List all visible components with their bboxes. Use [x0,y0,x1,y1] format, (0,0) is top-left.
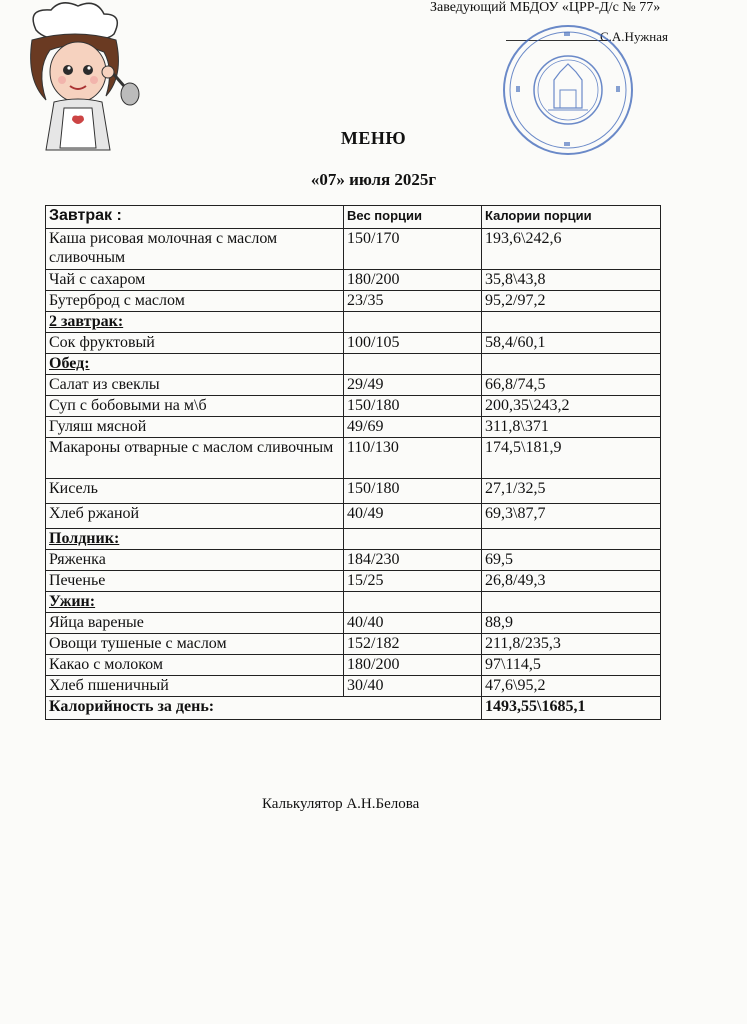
table-row [46,229,661,270]
portion-weight: 40/40 [344,613,482,634]
dish-name: Макароны отварные с маслом сливочным [46,438,344,479]
portion-weight: 49/69 [344,417,482,438]
table-row [46,676,661,697]
dish-name: Ряженка [46,550,344,571]
total-row [46,697,661,720]
portion-calories: 27,1/32,5 [482,479,661,504]
column-header-meal: Завтрак : [46,206,344,229]
portion-calories: 26,8/49,3 [482,571,661,592]
table-row [46,634,661,655]
portion-calories: 88,9 [482,613,661,634]
approver-name: С.А.Нужная [600,29,668,44]
portion-weight: 150/180 [344,396,482,417]
portion-weight: 110/130 [344,438,482,479]
table-row [46,375,661,396]
section-label-text: Ужин: [49,593,96,610]
empty-cell [344,354,482,375]
section-label [46,529,344,550]
column-header-calories: Калории порции [482,206,661,229]
total-calories: 1493,55\1685,1 [482,697,661,720]
dish-name: Какао с молоком [46,655,344,676]
section-label [46,312,344,333]
dish-name: Чай с сахаром [46,270,344,291]
table-row [46,270,661,291]
dish-name: Яйца вареные [46,613,344,634]
table-row [46,291,661,312]
dish-name: Бутерброд с маслом [46,291,344,312]
portion-weight: 150/170 [344,229,482,270]
portion-calories: 200,35\243,2 [482,396,661,417]
empty-cell [482,312,661,333]
section-label-text: 2 завтрак: [49,313,124,330]
portion-weight: 150/180 [344,479,482,504]
dish-name: Хлеб пшеничный [46,676,344,697]
portion-weight: 184/230 [344,550,482,571]
portion-weight: 15/25 [344,571,482,592]
page-title: МЕНЮ [340,128,407,148]
portion-calories: 58,4/60,1 [482,333,661,354]
portion-weight: 23/35 [344,291,482,312]
table-row [46,479,661,504]
empty-cell [344,312,482,333]
section-row [46,312,661,333]
portion-weight: 180/200 [344,270,482,291]
table-row [46,655,661,676]
table-header-row [46,206,661,229]
section-row [46,354,661,375]
table-row [46,550,661,571]
portion-calories: 311,8\371 [482,417,661,438]
table-row [46,613,661,634]
portion-weight: 30/40 [344,676,482,697]
empty-cell [482,592,661,613]
section-label [46,592,344,613]
section-row [46,529,661,550]
table-row [46,396,661,417]
portion-calories: 211,8/235,3 [482,634,661,655]
portion-weight: 29/49 [344,375,482,396]
portion-weight: 100/105 [344,333,482,354]
menu-table [45,205,661,720]
portion-calories: 69,5 [482,550,661,571]
portion-calories: 69,3\87,7 [482,504,661,529]
empty-cell [482,354,661,375]
section-label-text: Полдник: [49,530,120,547]
portion-weight: 180/200 [344,655,482,676]
table-row [46,438,661,479]
dish-name: Каша рисовая молочная с маслом сливочным [46,229,344,270]
portion-weight: 40/49 [344,504,482,529]
dish-name: Салат из свеклы [46,375,344,396]
portion-calories: 174,5\181,9 [482,438,661,479]
dish-name: Гуляш мясной [46,417,344,438]
column-header-weight: Вес порции [344,206,482,229]
portion-calories: 95,2/97,2 [482,291,661,312]
dish-name: Печенье [46,571,344,592]
menu-date: «07» июля 2025г [310,170,437,189]
portion-calories: 193,6\242,6 [482,229,661,270]
dish-name: Кисель [46,479,344,504]
approver-title: Заведующий МБДОУ «ЦРР-Д/с № 77» [430,0,661,15]
portion-calories: 35,8\43,8 [482,270,661,291]
section-label-text: Обед: [49,355,90,372]
dish-name: Овощи тушеные с маслом [46,634,344,655]
dish-name: Суп с бобовыми на м\б [46,396,344,417]
dish-name: Сок фруктовый [46,333,344,354]
portion-calories: 47,6\95,2 [482,676,661,697]
empty-cell [344,529,482,550]
table-row [46,333,661,354]
section-row [46,592,661,613]
section-label [46,354,344,375]
portion-weight: 152/182 [344,634,482,655]
table-row [46,571,661,592]
empty-cell [482,529,661,550]
portion-calories: 66,8/74,5 [482,375,661,396]
portion-calories: 97\114,5 [482,655,661,676]
table-row [46,417,661,438]
dish-name: Хлеб ржаной [46,504,344,529]
empty-cell [344,592,482,613]
total-label: Калорийность за день: [46,697,482,720]
calculator-signature: Калькулятор А.Н.Белова [262,796,420,812]
table-row [46,504,661,529]
